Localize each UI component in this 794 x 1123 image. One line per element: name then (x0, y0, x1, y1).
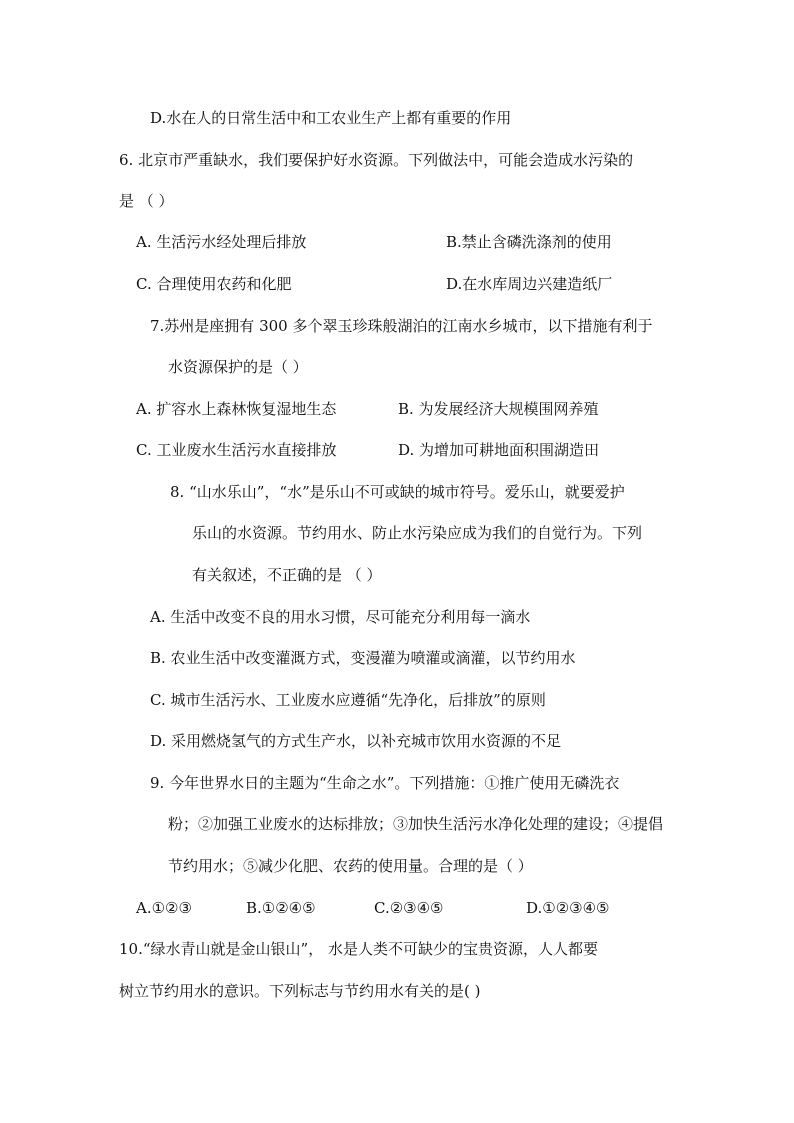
q9-option-d: D.①②③④⑤ (526, 899, 610, 917)
q6-stem-line2: 是 （ ） (119, 192, 174, 210)
q8-stem-line2: 乐山的水资源。节约用水、防止水污染应成为我们的自觉行为。下列 (192, 524, 643, 542)
q10-stem-line1: 10.“绿水青山就是金山银山”， 水是人类不可缺少的宝贵资源，人人都要 (119, 940, 598, 958)
q6-option-d: D.在水库周边兴建造纸厂 (446, 275, 613, 293)
q7-option-c: C. 工业废水生活污水直接排放 (136, 441, 337, 459)
q8-option-c: C. 城市生活污水、工业废水应遵循“先净化，后排放”的原则 (150, 691, 546, 709)
q7-option-b: B. 为发展经济大规模围网养殖 (398, 400, 599, 418)
q6-option-a: A. 生活污水经处理后排放 (136, 233, 307, 251)
q9-option-a: A.①②③ (136, 899, 192, 917)
q7-stem-line2: 水资源保护的是（ ） (168, 358, 308, 376)
q6-option-c: C. 合理使用农药和化肥 (136, 275, 292, 293)
q9-option-b: B.①②④⑤ (246, 899, 316, 917)
q5-option-d: D.水在人的日常生活中和工农业生产上都有重要的作用 (150, 109, 512, 127)
q8-stem-line1: 8. “山水乐山”，“水”是乐山不可或缺的城市符号。爱乐山，就要爱护 (170, 483, 625, 501)
q7-stem-line1: 7.苏州是座拥有 300 多个翠玉珍珠般湖泊的江南水乡城市，以下措施有利于 (150, 317, 653, 335)
q6-option-b: B.禁止含磷洗涤剂的使用 (446, 233, 612, 251)
q9-stem-line3: 节约用水；⑤减少化肥、农药的使用量。合理的是（ ） (168, 857, 533, 875)
q8-stem-line3: 有关叙述，不正确的是 （ ） (192, 566, 382, 584)
q8-option-a: A. 生活中改变不良的用水习惯，尽可能充分利用每一滴水 (150, 608, 531, 626)
q9-option-c: C.②③④⑤ (374, 899, 444, 917)
q8-option-d: D. 采用燃烧氢气的方式生产水，以补充城市饮用水资源的不足 (150, 732, 562, 750)
q7-option-a: A. 扩容水上森林恢复湿地生态 (136, 400, 337, 418)
q7-option-d: D. 为增加可耕地面积围湖造田 (398, 441, 600, 459)
q9-stem-line2: 粉；②加强工业废水的达标排放；③加快生活污水净化处理的建设；④提倡 (168, 815, 664, 833)
q8-option-b: B. 农业生活中改变灌溉方式，变漫灌为喷灌或滴灌，以节约用水 (150, 649, 576, 667)
q6-stem-line1: 6. 北京市严重缺水，我们要保护好水资源。下列做法中，可能会造成水污染的 (119, 151, 634, 169)
q10-stem-line2: 树立节约用水的意识。下列标志与节约用水有关的是( ) (119, 982, 481, 1000)
q9-stem-line1: 9. 今年世界水日的主题为“生命之水”。下列措施：①推广使用无磷洗衣 (150, 774, 620, 792)
